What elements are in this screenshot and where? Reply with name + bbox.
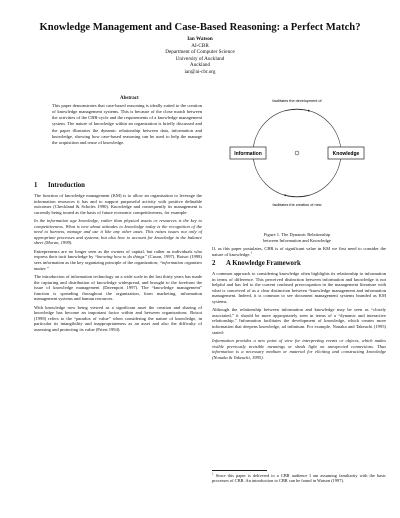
text-run: If, as this paper postulates, CBR is of significant value in KM we first need to consider the nature of knowledge. <box>212 246 386 257</box>
author-city: Auckland <box>189 62 211 69</box>
top-label <box>272 99 322 103</box>
author-university: University of Auckland <box>175 55 225 62</box>
paper-title: Knowledge Management and Case-Based Reasoning: a Perfect Match? <box>39 22 361 33</box>
italic-run: “information organizes matter.” <box>34 260 203 271</box>
knowledge-label: Knowledge <box>332 151 360 157</box>
author-department: Department of Computer Science <box>165 49 235 56</box>
bottom-label: facilitates the creation of new <box>272 203 322 207</box>
figure-1-diagram <box>222 95 372 235</box>
section-2-heading <box>212 260 386 268</box>
caption-line: Figure 1. The Dynamic Relationship <box>263 232 331 237</box>
footnote-ref: 1 <box>250 250 253 255</box>
section-1-paragraph: With knowledge now being viewed as a significant asset the creation and sharing of knowledge has become an important factor within and between organizations. Boisot (1998) refers to the “paradox of value” when considering the nature of knowledge, in particular its intangibility and inappropriateness as an asset and also the difficulty of assessing and protecting its value (Priest 1994). <box>34 304 202 333</box>
figure-1-caption <box>212 232 382 243</box>
italic-run: “knowing how to do things” <box>94 254 147 260</box>
section-2-title: A Knowledge Framework <box>226 260 301 268</box>
section-2-paragraph: A common approach to considering knowledge often highlights its relationship to information in terms of difference. This perceived distinction between information and knowledge is not helpful and has led to the current confused preoccupation in the management literature with what is conceived of as a clear distinction between “knowledge management and information management. Indeed, it is common to see document management systems branded as KM systems. <box>212 271 386 304</box>
top-label-line: facilitates the development of <box>272 99 322 103</box>
author-group: AI-CBR <box>191 42 209 49</box>
section-1-paragraph: The introduction of information technology on a wide scale in the last thirty years has made the capturing and distribution of knowledge widespread, and brought to the forefront the issue of knowledge management (Davenport 1997). The “knowledge management” function is spreading throughout the organization, from marketing, information management systems and human resources. <box>34 274 202 302</box>
section-2-quote: Information provides a new point of view for interpreting events or objects, which makes visible previously invisible meanings or sheds light on unexpected connections. Thus information is a necessary medium or material for eliciting and constructing knowledge (Nonaka & Takeuchi, 1995). <box>212 338 386 360</box>
section-2-number: 2 <box>212 260 216 268</box>
caption-line: between Information and Knowledge <box>263 237 331 243</box>
section-1-paragraph: The function of knowledge management (KM) is to allow an organisation to leverage the information resources it has and to support purposeful activity with positive definable outcomes (Checkland & Scholes 1990). Knowledge and consequently its management is currently being touted as the basis of future economic competitiveness, for example: <box>34 193 202 215</box>
left-column <box>34 182 202 336</box>
section-2-paragraph: Although the relationship between information and knowledge may be seen as “closely associated,” it should be more appropriately seen in terms of a “dynamic and interactive relationship.” Information facilitates the development of knowledge, which creates more information that deepens knowledge, ad infinitum. For example, Nonaka and Takeuchi (1995) stated: <box>212 307 386 335</box>
abstract-heading: Abstract <box>120 96 139 101</box>
section-1-title: Introduction <box>48 182 85 189</box>
abstract-text: This paper demonstrates that case-based reasoning is ideally suited to the creation of knowledge management systems. This is because of the close match between the activities of the CBR-cycle and the requirements of a knowledge management system. The nature of knowledge within an organization is briefly discussed and the paper illustrates the dynamic relationship between data, information and knowledge, showing how case-based reasoning can be used to help the manage the acquisition and reuse of knowledge. <box>52 103 202 145</box>
section-1-heading <box>34 182 202 190</box>
text-run: (Cuson, 1997). Boisot (1998) sees information as the key organizing principle of the organization; <box>34 254 202 266</box>
footnote-mark: 1 <box>212 471 214 476</box>
center-hub <box>295 151 299 155</box>
text-run: Entrepreneurs are no longer seen as the owners of capital, but rather as individuals who express their tacit knowledge by <box>34 248 202 260</box>
footnote <box>212 473 386 484</box>
right-column <box>212 246 386 363</box>
author-email: ian@ai-cbr.org <box>184 68 216 75</box>
information-label: Information <box>234 151 262 157</box>
intro-paragraph <box>212 246 386 257</box>
section-1-paragraph <box>34 249 202 271</box>
footnote-rule <box>212 470 267 471</box>
section-1-number: 1 <box>34 182 38 189</box>
author-name: Ian Watson <box>187 36 213 42</box>
author-block <box>0 36 400 76</box>
footnote-text: Since this paper is delivered to a CBR audience I am assuming familiarity with the basic processes of CBR. An introduction to CBR can be found in Watson (1997). <box>212 473 386 484</box>
section-1-quote: In the information age knowledge, rather than physical assets or resources is the key to competitiveness. What is new about attitudes to knowledge today is the recognition of the need to harness, manage and use it like any other asset. This raises issues not only of appropriate processes and systems, but also how to account for knowledge in the balance sheet (Moran, 1999). <box>34 218 202 246</box>
